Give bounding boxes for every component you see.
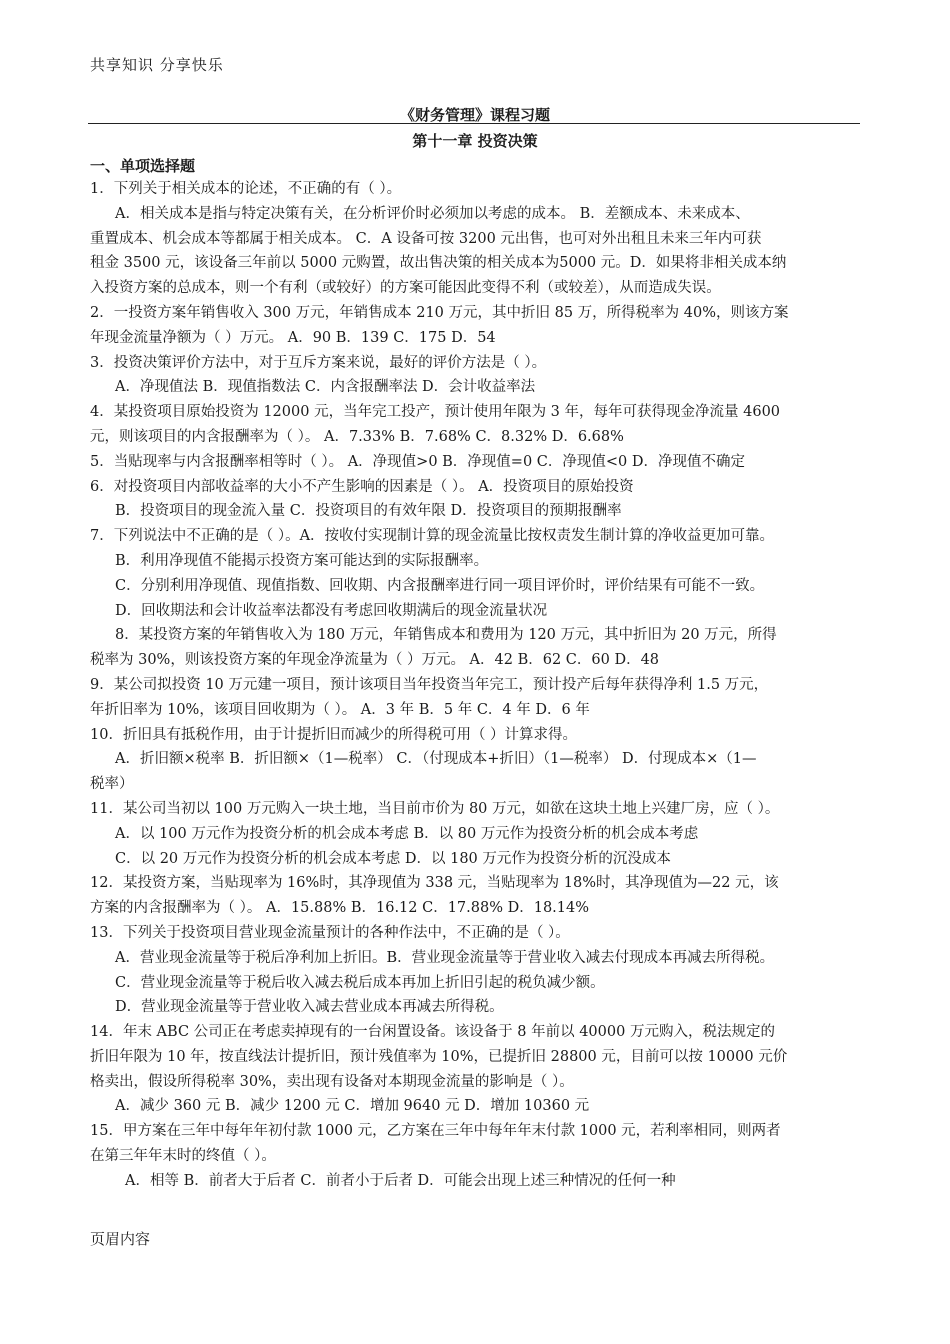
- page-footer: 页眉内容: [90, 1230, 151, 1248]
- text-line: 入投资方案的总成本，则一个有利（或较好）的方案可能因此变得不利（或较差），从而造成失误。: [90, 280, 721, 297]
- text-line: 在第三年年末时的终值（ ）。: [90, 1148, 276, 1165]
- text-line: 3．投资决策评价方法中，对于互斥方案来说，最好的评价方法是（ ）。: [90, 354, 547, 371]
- text-line: C．分别利用净现值、现值指数、回收期、内含报酬率进行同一项目评价时，评价结果有可能不一致。: [115, 577, 765, 594]
- text-line: 13．下列关于投资项目营业现金流量预计的各种作法中，不正确的是（ ）。: [90, 924, 570, 941]
- text-line: D．营业现金流量等于营业收入减去营业成本再减去所得税。: [115, 999, 504, 1016]
- text-line: A．相关成本是指与特定决策有关，在分析评价时必须加以考虑的成本。 B．差额成本、未来成本、: [115, 205, 750, 222]
- text-line: A．营业现金流量等于税后净利加上折旧。B．营业现金流量等于营业收入减去付现成本再减去所得税。: [115, 949, 775, 966]
- text-line: A．相等 B．前者大于后者 C．前者小于后者 D．可能会出现上述三种情况的任何一种: [125, 1172, 676, 1189]
- title-rule: [88, 123, 860, 124]
- text-line: 年折旧率为 10%，该项目回收期为（ ）。 A．3 年 B．5 年 C．4 年 D．6 年: [90, 701, 590, 718]
- text-line: 格卖出，假设所得税率 30%，卖出现有设备对本期现金流量的影响是（ ）。: [90, 1073, 574, 1090]
- text-line: 1．下列关于相关成本的论述，不正确的有（ ）。: [90, 181, 402, 197]
- text-line: 4．某投资项目原始投资为 12000 元，当年完工投产，预计使用年限为 3 年，每年可获得现金净流量 4600: [90, 404, 781, 421]
- text-line: 7．下列说法中不正确的是（ ）。A．按收付实现制计算的现金流量比按权责发生制计算的净收益更加可靠。: [90, 528, 775, 545]
- text-line: A．以 100 万元作为投资分析的机会成本考虑 B．以 80 万元作为投资分析的机会成本考虑: [115, 825, 699, 842]
- section-title: 一、单项选择题: [90, 157, 196, 175]
- text-line: 税率）: [90, 776, 134, 793]
- text-line: 税率为 30%，则该投资方案的年现金净流量为（ ）万元。 A．42 B．62 C．60 D．48: [90, 652, 660, 669]
- text-line: A．折旧额×税率 B．折旧额×（1—税率） C．（付现成本+折旧）（1—税率） D．付现成本×（1—: [115, 751, 757, 768]
- text-line: B．利用净现值不能揭示投资方案可能达到的实际报酬率。: [115, 552, 489, 569]
- text-line: C．以 20 万元作为投资分析的机会成本考虑 D．以 180 万元作为投资分析的沉没成本: [115, 850, 671, 867]
- text-line: A．净现值法 B．现值指数法 C．内含报酬率法 D．会计收益率法: [115, 379, 536, 396]
- text-line: 11．某公司当初以 100 万元购入一块土地，当目前市价为 80 万元，如欲在这块土地上兴建厂房，应（ ）。: [90, 800, 780, 817]
- page-header: 共享知识 分享快乐: [90, 56, 224, 74]
- text-line: 15．甲方案在三年中每年年初付款 1000 元，乙方案在三年中每年年末付款 1000 元，若利率相同，则两者: [90, 1123, 781, 1140]
- chapter-title: 第十一章 投资决策: [412, 132, 538, 150]
- text-line: 5．当贴现率与内含报酬率相等时（ ）。 A．净现值>0 B．净现值=0 C．净现值<0 D．净现值不确定: [90, 453, 745, 470]
- text-line: 元，则该项目的内含报酬率为（ ）。 A．7.33% B．7.68% C．8.32% D．6.68%: [90, 428, 624, 445]
- text-line: D．回收期法和会计收益率法都没有考虑回收期满后的现金流量状况: [115, 602, 548, 619]
- text-line: 9．某公司拟投资 10 万元建一项目，预计该项目当年投资当年完工，预计投产后每年获得净利 1.5 万元，: [90, 676, 769, 693]
- text-line: 2．一投资方案年销售收入 300 万元，年销售成本 210 万元，其中折旧 85 万，所得税率为 40%，则该方案: [90, 304, 789, 321]
- document-title: 《财务管理》课程习题: [399, 106, 550, 124]
- text-line: 年现金流量净额为（ ）万元。 A．90 B．139 C．175 D．54: [90, 329, 496, 346]
- text-line: 折旧年限为 10 年，按直线法计提折旧，预计残值率为 10%，已提折旧 28800 元，目前可以按 10000 元价: [90, 1048, 788, 1065]
- text-line: A．减少 360 元 B．减少 1200 元 C．增加 9640 元 D．增加 10360 元: [115, 1098, 590, 1115]
- text-line: C．营业现金流量等于税后收入减去税后成本再加上折旧引起的税负减少额。: [115, 974, 605, 991]
- text-line: 12．某投资方案，当贴现率为 16%时，其净现值为 338 元，当贴现率为 18%时，其净现值为—22 元，该: [90, 875, 779, 892]
- question-body: [90, 177, 862, 1194]
- text-line: 10．折旧具有抵税作用，由于计提折旧而减少的所得税可用（ ）计算求得。: [90, 726, 578, 743]
- text-line: 租金 3500 元，该设备三年前以 5000 元购置，故出售决策的相关成本为5000 元。D．如果将非相关成本纳: [90, 255, 787, 272]
- text-line: 8．某投资方案的年销售收入为 180 万元，年销售成本和费用为 120 万元，其中折旧为 20 万元，所得: [115, 627, 777, 644]
- text-line: B．投资项目的现金流入量 C．投资项目的有效年限 D．投资项目的预期报酬率: [115, 503, 622, 520]
- text-line: 14．年末 ABC 公司正在考虑卖掉现有的一台闲置设备。该设备于 8 年前以 40000 万元购入，税法规定的: [90, 1024, 775, 1041]
- text-line: 6．对投资项目内部收益率的大小不产生影响的因素是（ ）。 A．投资项目的原始投资: [90, 478, 634, 495]
- text-line: 重置成本、机会成本等都属于相关成本。 C．A 设备可按 3200 元出售，也可对外出租且未来三年内可获: [90, 230, 762, 247]
- text-line: 方案的内含报酬率为（ ）。 A．15.88% B．16.12 C．17.88% D．18.14%: [90, 900, 590, 917]
